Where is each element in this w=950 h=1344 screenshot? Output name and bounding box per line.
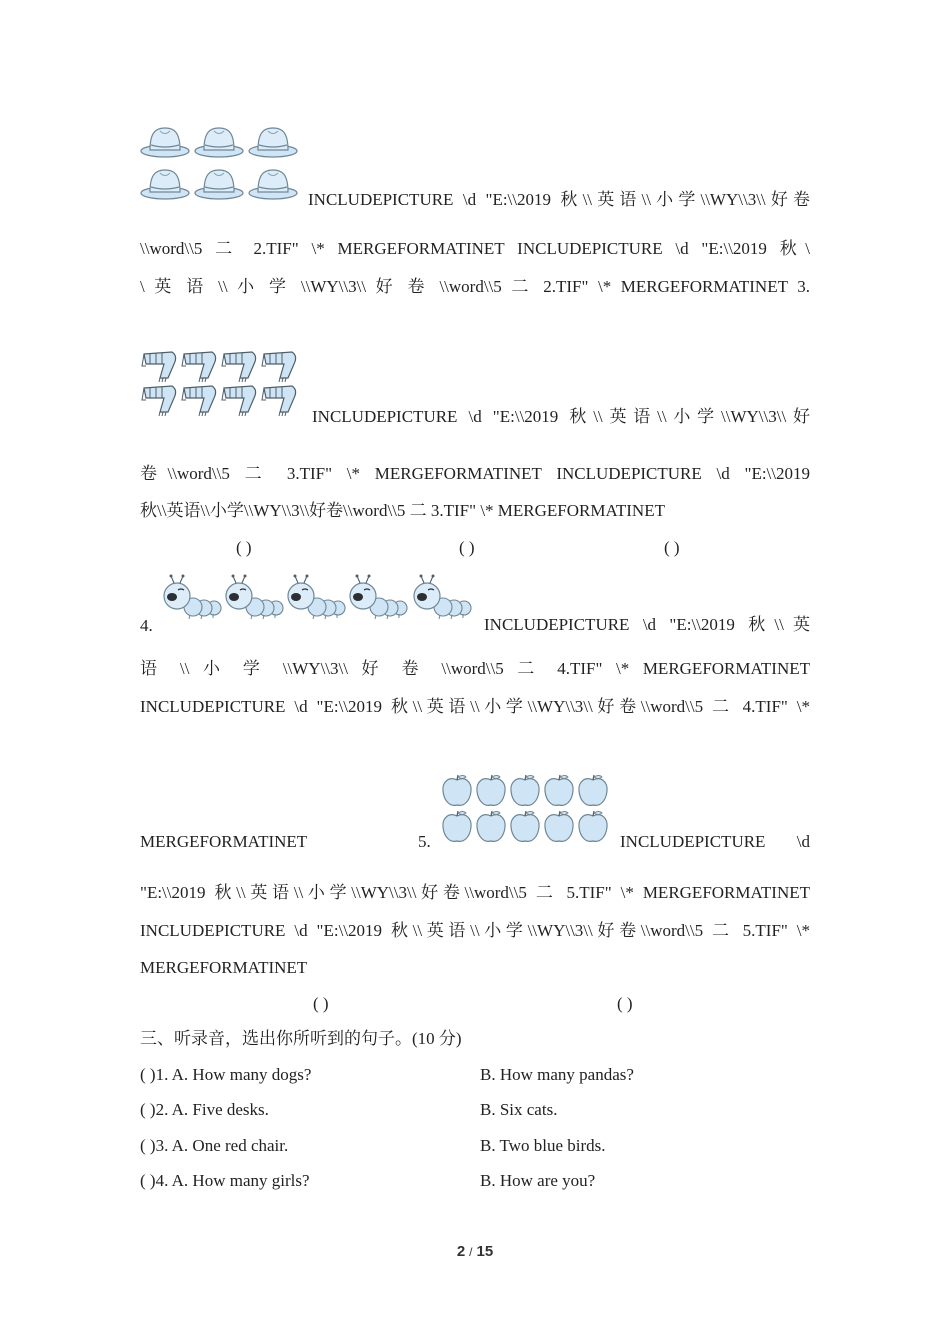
answer-blank-2[interactable]: ( ) <box>459 538 475 557</box>
picture-4-field-code-2: 语 \\ 小 学 \\WY\\3\\ 好 卷 \\word\\5 二 4.TIF" \* MERGEFORMATINET <box>140 659 810 678</box>
answer-blank-4[interactable]: ( ) <box>313 994 329 1013</box>
scarves-picture <box>140 348 306 416</box>
picture-2-field-code-1: INCLUDEPICTURE \d "E:\\2019 秋\\英语\\小学\\WY\\3\\好卷 <box>308 190 810 209</box>
caterpillars-picture <box>160 570 480 626</box>
item-5-number: 5. <box>418 832 431 851</box>
picture-4-field-code-3: INCLUDEPICTURE \d "E:\\2019 秋\\英语\\小学\\WY\\3\\好卷\\word\\5 二 4.TIF" \* <box>140 697 810 716</box>
picture-4-field-code-4: MERGEFORMATINET <box>140 832 308 851</box>
item-4-number: 4. <box>140 616 153 635</box>
page-current: 2 <box>456 1243 466 1260</box>
question-2-option-b: B. Six cats. <box>480 1100 558 1119</box>
page-number <box>0 1243 950 1260</box>
picture-5-field-code-4: MERGEFORMATINET <box>140 958 308 977</box>
question-4-option-a[interactable]: ( )4. A. How many girls? <box>140 1171 310 1190</box>
page-total: 15 <box>476 1243 494 1260</box>
picture-3-field-code-3: 秋\\英语\\小学\\WY\\3\\好卷\\word\\5 二 3.TIF" \* MERGEFORMATINET <box>140 501 665 520</box>
question-3-option-a[interactable]: ( )3. A. One red chair. <box>140 1136 289 1155</box>
section-3-title: 三、听录音，选出你所听到的句子。(10 分) <box>140 1029 462 1048</box>
question-1-option-b: B. How many pandas? <box>480 1065 634 1084</box>
apples-picture <box>440 772 612 846</box>
answer-blank-1[interactable]: ( ) <box>236 538 252 557</box>
picture-5-field-code-3: INCLUDEPICTURE \d "E:\\2019 秋\\英语\\小学\\WY\\3\\好卷\\word\\5 二 5.TIF" \* <box>140 921 810 940</box>
picture-5-field-code-2: "E:\\2019 秋\\英语\\小学\\WY\\3\\好卷\\word\\5 二 5.TIF" \* MERGEFORMATINET <box>140 883 810 902</box>
picture-3-field-code-2: 卷\\word\\5 二 3.TIF" \* MERGEFORMATINET INCLUDEPICTURE \d "E:\\2019 <box>140 464 810 483</box>
picture-3-field-code-1: INCLUDEPICTURE \d "E:\\2019 秋\\英语\\小学\\WY\\3\\好 <box>312 407 810 426</box>
answer-blank-5[interactable]: ( ) <box>617 994 633 1013</box>
page-separator: / <box>469 1245 473 1259</box>
answer-blank-3[interactable]: ( ) <box>664 538 680 557</box>
picture-4-field-code-1: INCLUDEPICTURE \d "E:\\2019 秋\\英 <box>484 615 810 634</box>
picture-2-field-code-2: \\word\\5 二 2.TIF" \* MERGEFORMATINET INCLUDEPICTURE \d "E:\\2019 秋\ <box>140 239 810 258</box>
hats-picture <box>140 124 300 204</box>
question-1-option-a[interactable]: ( )1. A. How many dogs? <box>140 1065 312 1084</box>
picture-2-field-code-3: \ 英 语 \\ 小 学 \\WY\\3\\ 好 卷 \\word\\5 二 2.TIF" \* MERGEFORMATINET 3. <box>140 277 810 296</box>
picture-5-field-code-1: INCLUDEPICTURE \d <box>620 832 810 851</box>
question-3-option-b: B. Two blue birds. <box>480 1136 606 1155</box>
question-4-option-b: B. How are you? <box>480 1171 596 1190</box>
question-2-option-a[interactable]: ( )2. A. Five desks. <box>140 1100 269 1119</box>
